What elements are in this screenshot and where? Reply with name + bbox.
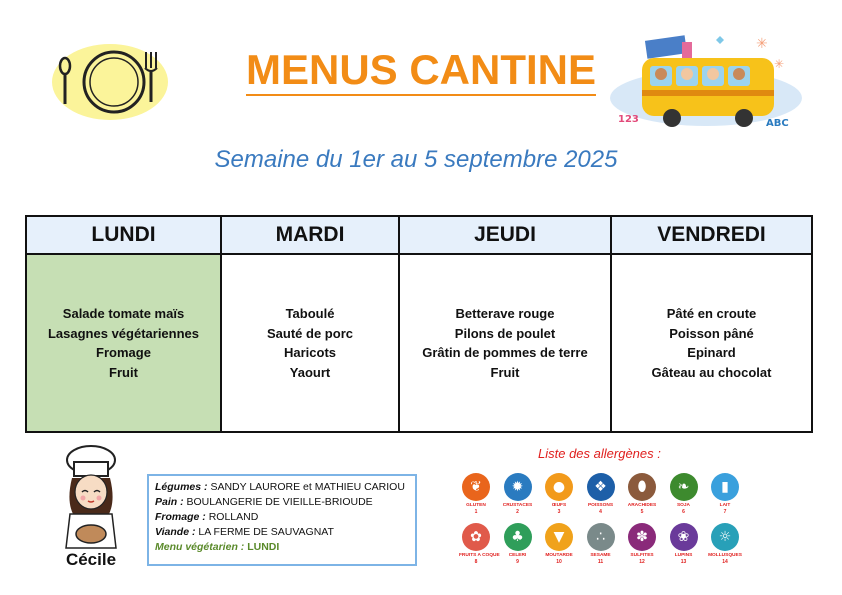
allergen-label: MOUTARDE: [545, 553, 573, 558]
allergen-item: [459, 473, 493, 515]
dish: Pilons de poulet: [454, 325, 556, 341]
day-header-mardi: MARDI: [221, 216, 399, 254]
dish: Fruit: [490, 364, 520, 380]
allergen-number: 14: [722, 559, 728, 565]
allergen-label: GLUTEN: [466, 503, 486, 508]
peanut-icon: ⬮: [628, 473, 656, 501]
svg-text:✳: ✳: [774, 57, 785, 71]
dish: Betterave rouge: [455, 306, 555, 321]
mustard-icon: ▼: [545, 523, 573, 551]
allergen-number: 6: [682, 509, 685, 515]
supplier-pain: Pain : BOULANGERIE DE VIEILLE-BRIOUDE: [155, 496, 373, 508]
dish: Taboulé: [285, 306, 335, 321]
allergen-number: 12: [639, 559, 645, 565]
allergen-number: 5: [640, 509, 644, 515]
allergen-label: SESAME: [590, 553, 611, 558]
allergen-number: 7: [723, 509, 727, 515]
wheat-icon: ❦: [462, 473, 490, 501]
allergen-item: [584, 523, 618, 565]
allergen-item: [625, 473, 659, 515]
day-menu-vendredi: [611, 254, 812, 432]
dish: Yaourt: [289, 364, 331, 380]
day-header-jeudi: JEUDI: [399, 216, 611, 254]
celery-icon: ♣: [504, 523, 532, 551]
supplier-legumes: Légumes : SANDY LAURORE et MATHIEU CARIOU: [155, 481, 405, 493]
day-menu-mardi: [221, 254, 399, 432]
allergen-item: [584, 473, 618, 515]
milk-icon: ▮: [711, 473, 739, 501]
allergen-label: LUPINS: [674, 553, 693, 558]
allergen-label: SULFITES: [630, 553, 654, 558]
allergen-item: [667, 473, 701, 515]
menu-table: [25, 215, 813, 433]
allergen-number: 13: [680, 559, 687, 565]
chef-illustration: [56, 442, 126, 550]
dish: Poisson pâné: [669, 325, 754, 341]
allergen-number: 8: [474, 559, 478, 565]
svg-text:✳: ✳: [756, 36, 768, 52]
allergen-label: POISSONS: [587, 503, 614, 508]
dish: Gâteau au chocolat: [651, 364, 772, 380]
crab-icon: ✹: [504, 473, 532, 501]
dish: Lasagnes végétariennes: [47, 325, 200, 341]
allergen-label: LAIT: [719, 503, 731, 508]
allergen-label: ŒUFS: [551, 503, 567, 508]
allergen-item: [708, 523, 742, 565]
dish: Grâtin de pommes de terre: [422, 345, 588, 360]
sesame-icon: ∴: [587, 523, 615, 551]
fish-icon: ❖: [587, 473, 615, 501]
dish: Sauté de porc: [267, 325, 353, 341]
allergen-number: 9: [516, 559, 519, 565]
allergen-item: [459, 523, 500, 565]
soy-icon: ❧: [670, 473, 698, 501]
svg-text:123: 123: [618, 114, 639, 125]
allergen-label: FRUITS A COQUE: [459, 553, 500, 558]
allergen-number: 3: [557, 509, 561, 515]
chef-name: Cécile: [65, 550, 117, 569]
allergen-number: 4: [599, 509, 602, 515]
allergen-label: ARACHIDES: [627, 503, 657, 508]
allergen-number: 10: [556, 559, 562, 565]
allergen-number: 11: [597, 559, 604, 565]
menu-dishes-row: [26, 254, 812, 432]
supplier-viande: Viande : LA FERME DE SAUVAGNAT: [155, 526, 334, 538]
menu-header-row: [26, 216, 812, 254]
page-title: MENUS CANTINE: [0, 46, 842, 94]
egg-icon: ●: [545, 473, 573, 501]
supplier-fromage: Fromage : ROLLAND: [155, 511, 259, 523]
dish: Fromage: [96, 345, 151, 360]
dish: Haricots: [283, 345, 337, 360]
sulfite-icon: ✽: [628, 523, 656, 551]
day-header-lundi: LUNDI: [26, 216, 221, 254]
dish: Epinard: [687, 345, 736, 360]
allergen-item: [542, 523, 576, 565]
allergen-item: [625, 523, 659, 565]
day-header-vendredi: VENDREDI: [611, 216, 812, 254]
allergen-label: CRUSTACES: [502, 503, 533, 508]
allergen-number: 2: [516, 509, 519, 515]
allergen-label: SOJA: [676, 503, 691, 508]
vegetarian-menu-note: Menu végétarien : LUNDI: [155, 541, 280, 553]
dish: Pâté en croute: [666, 306, 757, 321]
week-subtitle: Semaine du 1er au 5 septembre 2025: [214, 146, 618, 173]
allergen-label: MOLLUSQUES: [708, 553, 742, 558]
allergen-item: [542, 473, 576, 515]
day-menu-jeudi: [399, 254, 611, 432]
svg-text:ABC: ABC: [766, 118, 789, 129]
allergen-label: CELERI: [508, 553, 527, 558]
allergen-item: [708, 473, 742, 515]
allergen-item: [501, 473, 535, 515]
shell-icon: ☼: [711, 523, 739, 551]
school-bus-illustration: [606, 30, 806, 130]
lupin-icon: ❀: [670, 523, 698, 551]
allergen-item: [667, 523, 701, 565]
nut-icon: ✿: [462, 523, 490, 551]
allergens-title: Liste des allergènes :: [538, 446, 661, 461]
day-menu-lundi: [26, 254, 221, 432]
dish: Salade tomate maïs: [62, 306, 185, 321]
dish: Fruit: [109, 364, 138, 380]
allergen-item: [501, 523, 535, 565]
suppliers-box: [147, 474, 417, 566]
allergen-number: 1: [474, 509, 478, 515]
